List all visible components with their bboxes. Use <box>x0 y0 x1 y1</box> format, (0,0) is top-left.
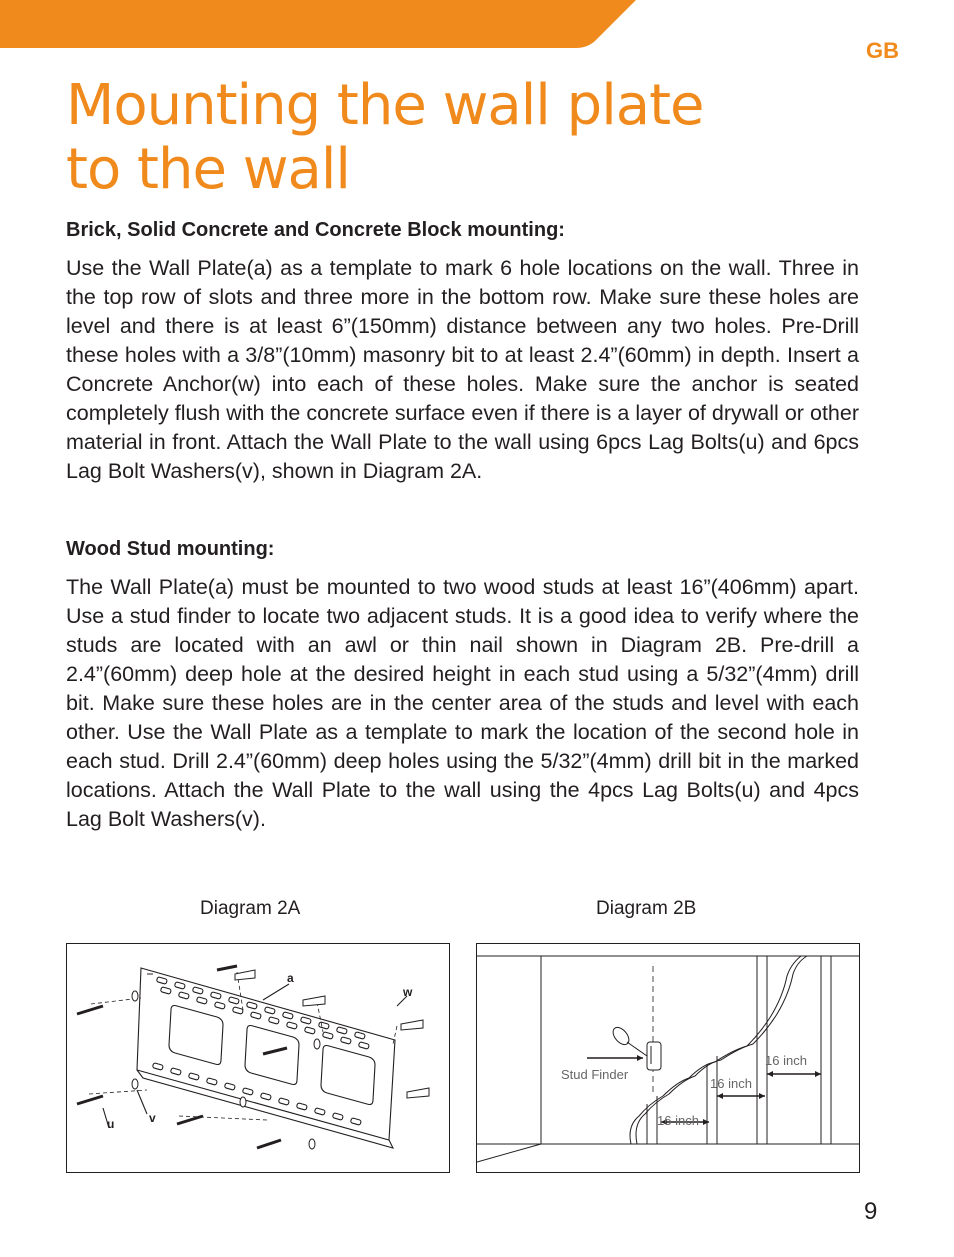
plate-opening-3 <box>321 1046 375 1105</box>
diagram-2b <box>476 943 860 1173</box>
diagram-2b-caption: Diagram 2B <box>596 898 697 919</box>
page-number: 9 <box>864 1198 878 1225</box>
page-title-line-2: to the wall <box>66 137 350 202</box>
label-v: v <box>149 1111 156 1125</box>
page-title <box>66 74 704 202</box>
top-slot-row <box>156 977 365 1040</box>
plate-opening-2 <box>245 1026 299 1085</box>
diagram-2a-caption: Diagram 2A <box>200 898 301 919</box>
stud-finder-icon <box>647 1042 661 1070</box>
wood-stud-section <box>66 537 859 834</box>
label-w: w <box>403 985 413 999</box>
label-a: a <box>287 971 294 985</box>
page-title-line-1: Mounting the wall plate <box>66 73 704 138</box>
label-u: u <box>107 1117 115 1131</box>
wood-section-heading: Wood Stud mounting: <box>66 538 275 560</box>
diagram-2a <box>66 943 450 1173</box>
wall-plate-illustration <box>67 944 449 1172</box>
brick-section-body: Use the Wall Plate(a) as a template to mark 6 hole locations on the wall. Three in the top row of slots and three more in the bottom row. Make sure these holes are level and there is at least 6”(150mm) distance between any two holes. Pre-Drill these holes with a 3/8”(10mm) masonry bit to at least 2.4”(60mm) in depth. Insert a Concrete Anchor(w) into each of these holes. Make sure the anchor is seated completely flush with the concrete surface even if there is a layer of drywall or other material in front. Attach the Wall Plate to the wall using 6pcs Lag Bolts(u) and 6pcs Lag Bolt Washers(v), shown in Diagram 2A. <box>66 256 859 483</box>
brick-section-heading: Brick, Solid Concrete and Concrete Block mounting: <box>66 219 565 241</box>
spacing-label-2: 16 inch <box>710 1076 752 1091</box>
spacing-label-3: 16 inch <box>765 1053 807 1068</box>
wood-section-body: The Wall Plate(a) must be mounted to two wood studs at least 16”(406mm) apart. Use a stud finder to locate two adjacent studs. It is a good idea to verify where the studs are located with an awl or thin nail shown in Diagram 2B. Pre-drill a 2.4”(60mm) deep hole at the desired height in each stud using a 5/32”(4mm) drill bit. Make sure these holes are in the center area of the studs and level with each other. Use the Wall Plate as a template to mark the location of the second hole in each stud. Drill 2.4”(60mm) deep holes using the 5/32”(4mm) drill bit in the marked locations. Attach the Wall Plate to the wall using the 4pcs Lag Bolts(u) and 4pcs Lag Bolt Washers(v). <box>66 575 859 831</box>
awl-icon <box>610 1024 647 1056</box>
wood-stud-illustration <box>477 944 859 1172</box>
stud-finder-label: Stud Finder <box>561 1067 629 1082</box>
language-code: GB <box>866 38 899 63</box>
header-band <box>0 0 640 50</box>
spacing-label-1: 16 inch <box>657 1113 699 1128</box>
brick-concrete-section <box>66 218 859 486</box>
plate-opening-1 <box>169 1006 223 1065</box>
